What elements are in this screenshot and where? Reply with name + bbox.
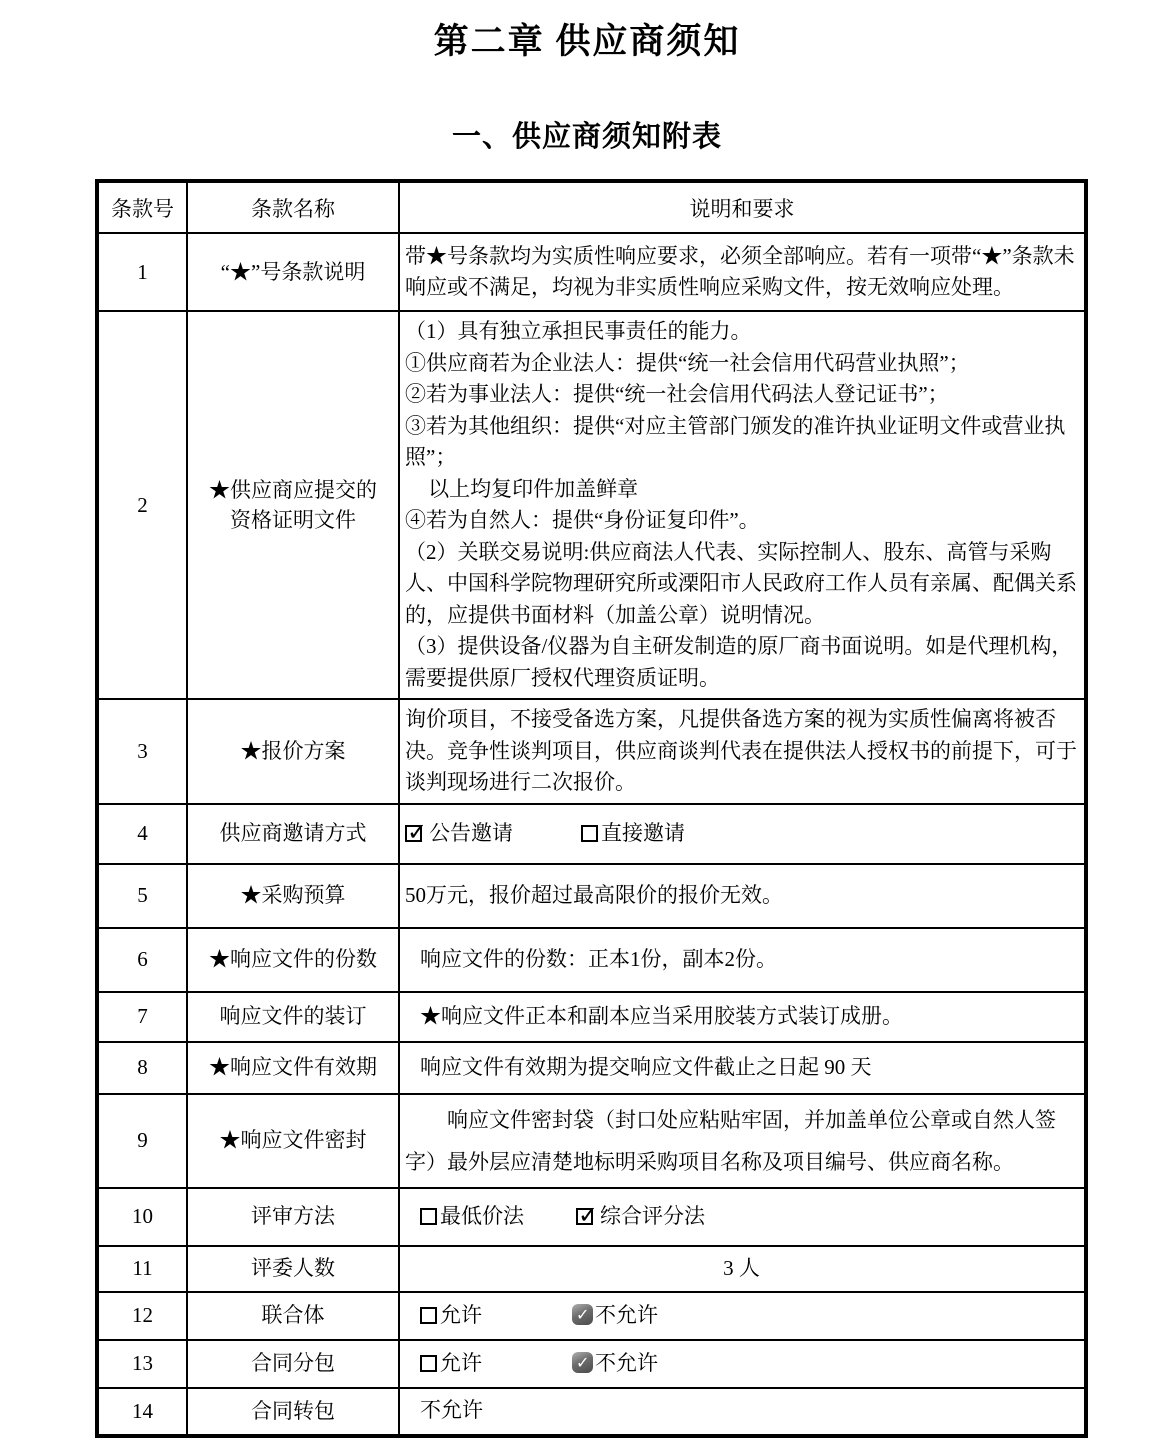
- checkbox-checked-icon: [405, 825, 422, 842]
- clause-no: 2: [97, 311, 187, 699]
- option-allowed: [420, 1300, 482, 1332]
- table-header-row: [97, 181, 1086, 233]
- option-label: 不允许: [595, 1350, 658, 1375]
- clause-desc: [399, 804, 1086, 864]
- checkbox-empty-icon: [420, 1307, 437, 1324]
- clause-name: 评委人数: [187, 1246, 399, 1292]
- clause-desc: [399, 1340, 1086, 1388]
- table-row: [97, 1340, 1086, 1388]
- clause-no: 11: [97, 1246, 187, 1292]
- desc-paragraph: （1）具有独立承担民事责任的能力。: [405, 319, 752, 343]
- desc-paragraph: （2）关联交易说明:供应商法人代表、实际控制人、股东、高管与采购人、中国科学院物理研究所或溧阳市人民政府工作人员有亲属、配偶关系的，应提供书面材料（加盖公章）说明情况。: [405, 539, 1077, 627]
- table-row: [97, 311, 1086, 699]
- table-row: [97, 864, 1086, 928]
- clause-desc: [399, 233, 1086, 311]
- clause-name: ★响应文件密封: [187, 1094, 399, 1188]
- header-clause-no: 条款号: [97, 181, 187, 233]
- option-not-allowed: [572, 1300, 658, 1332]
- checkbox-empty-icon: [420, 1208, 437, 1225]
- desc-paragraph: 响应文件的份数：正本1份，副本2份。: [420, 946, 777, 971]
- clause-no: 5: [97, 864, 187, 928]
- table-row: [97, 1388, 1086, 1436]
- clause-desc: [399, 864, 1086, 928]
- desc-paragraph: ★响应文件正本和副本应当采用胶装方式装订成册。: [420, 1003, 903, 1028]
- option-lowest-price: [420, 1201, 524, 1233]
- option-label: 最低价法: [440, 1203, 524, 1228]
- option-label: 直接邀请: [601, 820, 685, 845]
- section-title: 一、供应商须知附表: [451, 121, 722, 153]
- option-direct-invite: [581, 818, 685, 850]
- clause-no: 7: [97, 992, 187, 1042]
- option-label: 综合评分法: [600, 1203, 705, 1228]
- desc-paragraph: 响应文件密封袋（封口处应粘贴牢固，并加盖单位公章或自然人签字）最外层应清楚地标明采购项目名称及项目编号、供应商名称。: [405, 1107, 1056, 1174]
- desc-paragraph: 以上均复印件加盖鲜章: [428, 476, 639, 501]
- clause-name: 供应商邀请方式: [187, 804, 399, 864]
- clause-name: 评审方法: [187, 1188, 399, 1246]
- clause-desc: [399, 1042, 1086, 1094]
- clause-name: 合同分包: [187, 1340, 399, 1388]
- clause-name: ★报价方案: [187, 699, 399, 804]
- clause-desc: [399, 1292, 1086, 1340]
- clause-no: 8: [97, 1042, 187, 1094]
- checkbox-empty-icon: [420, 1355, 437, 1372]
- clause-no: 9: [97, 1094, 187, 1188]
- desc-paragraph: 响应文件有效期为提交响应文件截止之日起 90 天: [420, 1054, 872, 1079]
- clause-desc: [399, 1246, 1086, 1292]
- checkbox-empty-icon: [581, 825, 598, 842]
- clause-desc: [399, 699, 1086, 804]
- table-row: [97, 1292, 1086, 1340]
- option-comprehensive-scoring: [576, 1201, 705, 1233]
- header-description: 说明和要求: [399, 181, 1086, 233]
- desc-paragraph: ②若为事业法人：提供“统一社会信用代码法人登记证书”；: [405, 382, 949, 406]
- desc-paragraph: 50万元，报价超过最高限价的报价无效。: [405, 882, 783, 907]
- table-row: [97, 233, 1086, 311]
- clause-no: 4: [97, 804, 187, 864]
- check-badge-icon: [572, 1352, 593, 1373]
- option-label: 不允许: [595, 1302, 658, 1327]
- clause-name: “★”号条款说明: [187, 233, 399, 311]
- header-clause-name: 条款名称: [187, 181, 399, 233]
- option-label: 允许: [440, 1350, 482, 1375]
- clause-name: ★响应文件的份数: [187, 928, 399, 992]
- clause-name: ★采购预算: [187, 864, 399, 928]
- clause-no: 14: [97, 1388, 187, 1436]
- clause-no: 6: [97, 928, 187, 992]
- desc-paragraph: 带★号条款均为实质性响应要求，必须全部响应。若有一项带“★”条款未响应或不满足，均视为非实质性响应采购文件，按无效响应处理。: [405, 243, 1075, 299]
- chapter-title: 第二章 供应商须知: [433, 22, 741, 61]
- clause-desc: [399, 1388, 1086, 1436]
- checkbox-checked-icon: [576, 1208, 593, 1225]
- table-row: [97, 928, 1086, 992]
- option-announcement-invite: [405, 818, 513, 850]
- desc-paragraph: 不允许: [420, 1398, 483, 1423]
- clause-no: 1: [97, 233, 187, 311]
- clause-name: ★供应商应提交的资格证明文件: [187, 311, 399, 699]
- desc-paragraph: ①供应商若为企业法人：提供“统一社会信用代码营业执照”；: [405, 350, 970, 375]
- table-row: [97, 1246, 1086, 1292]
- desc-paragraph: 询价项目，不接受备选方案，凡提供备选方案的视为实质性偏离将被否决。竞争性谈判项目，供应商谈判代表在提供法人授权书的前提下，可于谈判现场进行二次报价。: [405, 707, 1077, 794]
- option-allowed: [420, 1348, 482, 1380]
- clause-no: 3: [97, 699, 187, 804]
- option-label: 允许: [440, 1302, 482, 1327]
- clause-name: 响应文件的装订: [187, 992, 399, 1042]
- table-row: [97, 1042, 1086, 1094]
- clause-name: 合同转包: [187, 1388, 399, 1436]
- desc-paragraph: ③若为其他组织：提供“对应主管部门颁发的准许执业证明文件或营业执照”；: [405, 413, 1066, 469]
- table-row: [97, 992, 1086, 1042]
- clause-name: 联合体: [187, 1292, 399, 1340]
- table-row: [97, 804, 1086, 864]
- clause-desc: [399, 311, 1086, 699]
- table-row: [97, 1188, 1086, 1246]
- option-label: 公告邀请: [429, 820, 513, 845]
- clause-desc: [399, 1094, 1086, 1188]
- table-row: [97, 1094, 1086, 1188]
- option-not-allowed: [572, 1348, 658, 1380]
- table-row: [97, 699, 1086, 804]
- supplier-notice-table: [95, 179, 1088, 1438]
- clause-desc: [399, 928, 1086, 992]
- clause-desc: [399, 992, 1086, 1042]
- desc-value: 3 人: [723, 1255, 760, 1280]
- clause-no: 10: [97, 1188, 187, 1246]
- clause-desc: [399, 1188, 1086, 1246]
- desc-paragraph: （3）提供设备/仪器为自主研发制造的原厂商书面说明。如是代理机构，需要提供原厂授权代理资质证明。: [405, 634, 1073, 690]
- clause-no: 12: [97, 1292, 187, 1340]
- clause-name: ★响应文件有效期: [187, 1042, 399, 1094]
- check-badge-icon: [572, 1304, 593, 1325]
- desc-paragraph: ④若为自然人：提供“身份证复印件”。: [405, 508, 760, 532]
- clause-no: 13: [97, 1340, 187, 1388]
